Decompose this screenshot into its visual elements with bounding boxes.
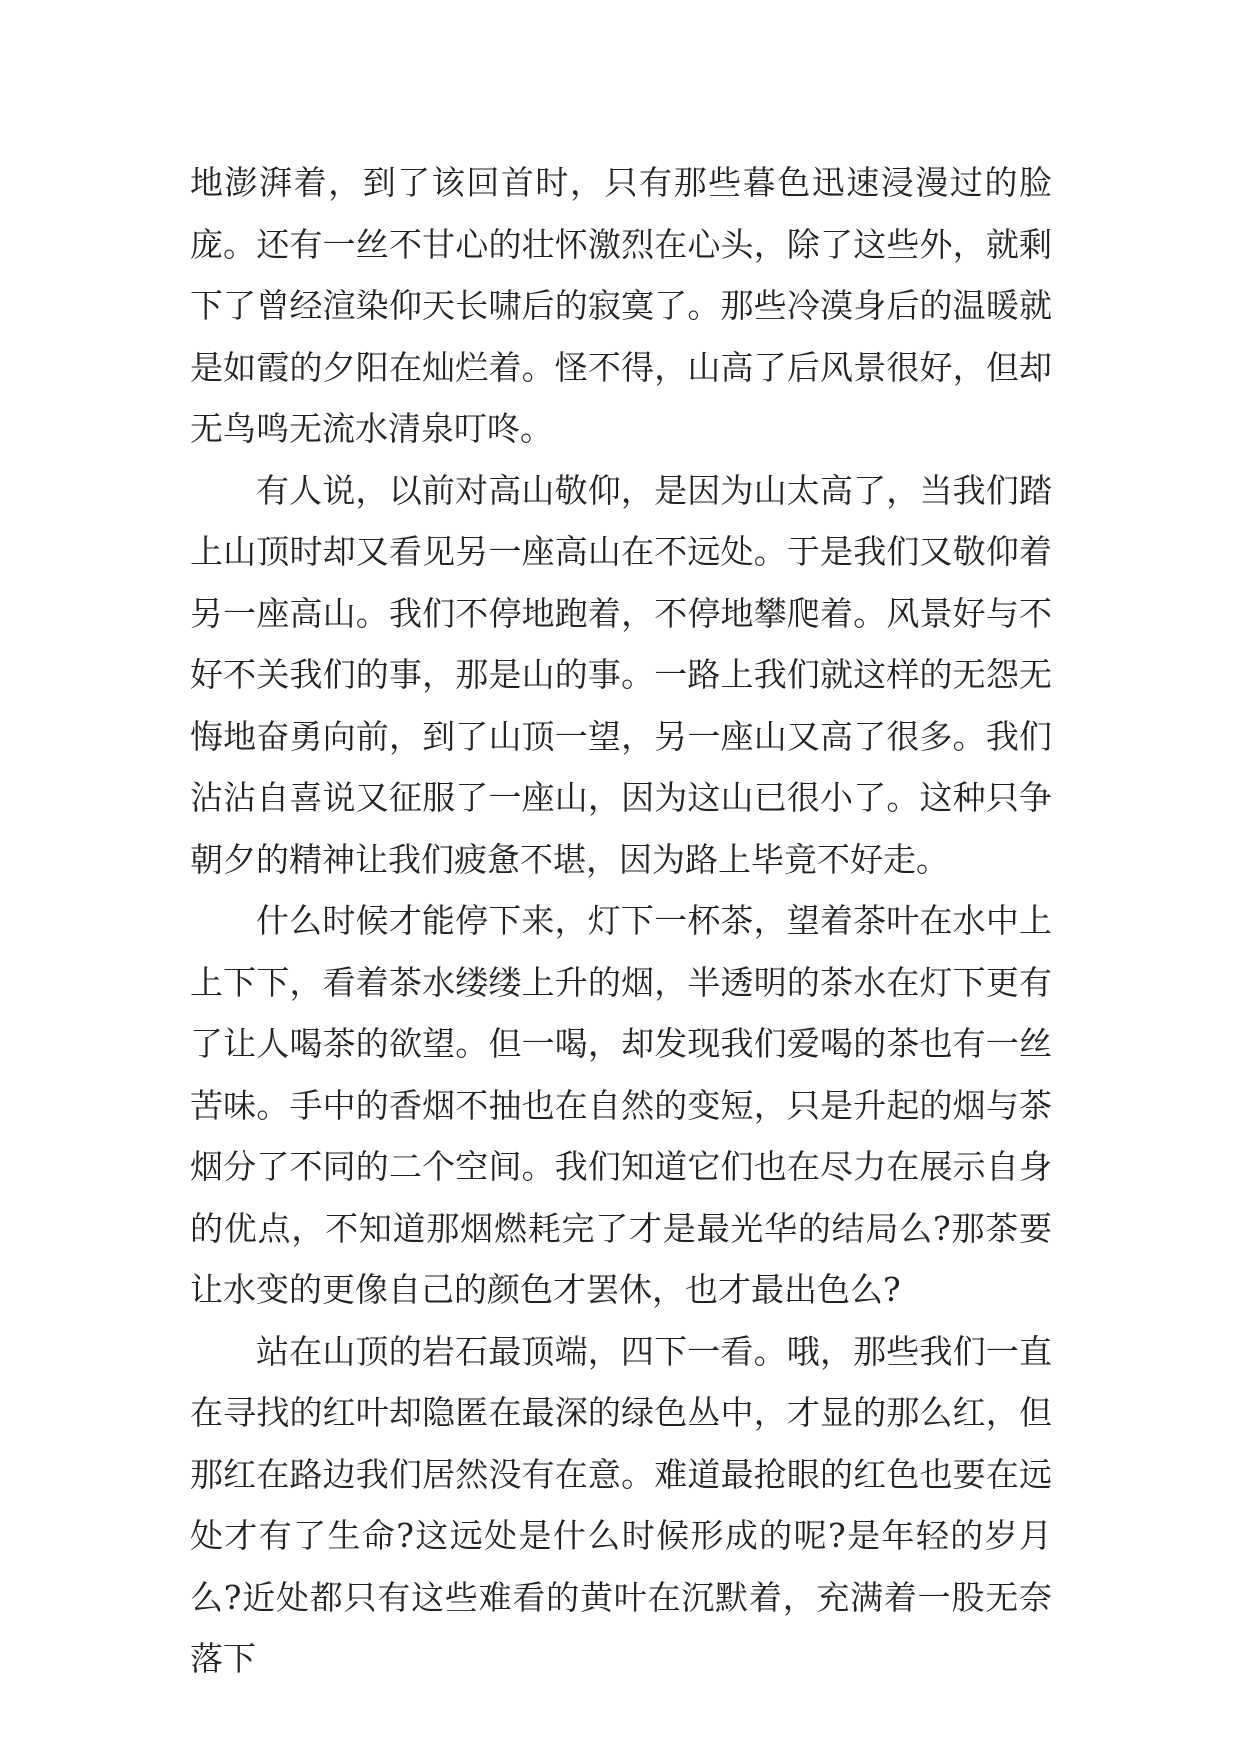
paragraph-2: 有人说，以前对高山敬仰，是因为山太高了，当我们踏上山顶时却又看见另一座高山在不远处。于是我们又敬仰着另一座高山。我们不停地跑着，不停地攀爬着。风景好与不好不关我们的事，那是山的事。一路上我们就这样的无怨无悔地奋勇向前，到了山顶一望，另一座山又高了很多。我们沾沾自喜说又征服了一座山，因为这山已很小了。这种只争朝夕的精神让我们疲惫不堪，因为路上毕竟不好走。 — [190, 470, 1052, 879]
paragraph-4: 站在山顶的岩石最顶端，四下一看。哦，那些我们一直在寻找的红叶却隐匿在最深的绿色丛中，才显的那么红，但那红在路边我们居然没有在意。难道最抢眼的红色也要在远处才有了生命?这远处是什么时候形成的呢?是年轻的岁月么?近处都只有这些难看的黄叶在沉默着，充满着一股无奈落下 — [190, 1331, 1052, 1678]
paragraph-3: 什么时候才能停下来，灯下一杯茶，望着茶叶在水中上上下下，看着茶水缕缕上升的烟，半透明的茶水在灯下更有了让人喝茶的欲望。但一喝，却发现我们爱喝的茶也有一丝苦味。手中的香烟不抽也在自然的变短，只是升起的烟与茶烟分了不同的二个空间。我们知道它们也在尽力在展示自身的优点，不知道那烟燃耗完了才是最光华的结局么?那茶要让水变的更像自己的颜色才罢休，也才最出色么? — [190, 901, 1052, 1309]
paragraph-1: 地澎湃着，到了该回首时，只有那些暮色迅速浸漫过的脸庞。还有一丝不甘心的壮怀激烈在心头，除了这些外，就剩下了曾经渲染仰天长啸后的寂寞了。那些冷漠身后的温暖就是如霞的夕阳在灿烂着。怪不得，山高了后风景很好，但却无鸟鸣无流水清泉叮咚。 — [190, 163, 1052, 448]
article-body — [190, 152, 1052, 1690]
